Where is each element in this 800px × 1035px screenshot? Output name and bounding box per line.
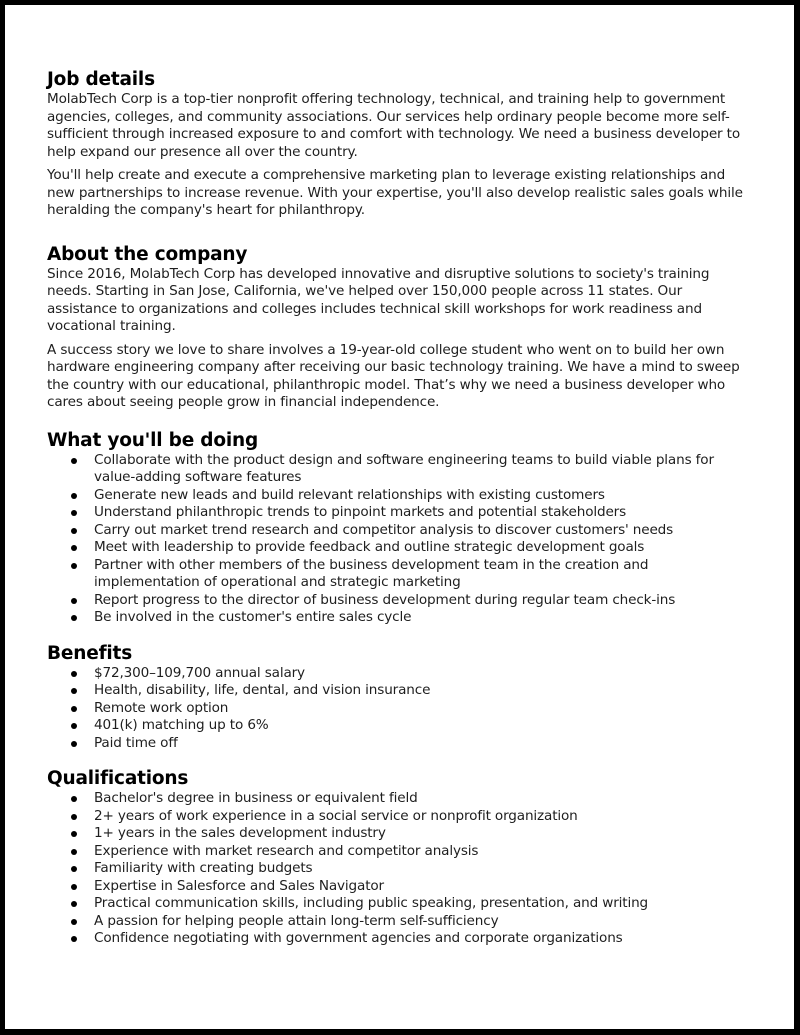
bullet-icon — [71, 528, 77, 534]
list-item — [47, 592, 754, 610]
bullet-icon — [71, 723, 77, 729]
list-item — [47, 825, 754, 843]
list-item — [47, 504, 754, 522]
paragraph: Since 2016, MolabTech Corp has developed innovative and disruptive solutions to society's training needs. Starting in San Jose, California, we've helped over 150,000 people across 11 states. Our assistance to organizations and colleges includes technical skill workshops for work readiness and vocational training. — [47, 265, 710, 334]
bullet-icon — [71, 510, 77, 516]
bullet-list — [47, 452, 754, 627]
list-item-text: Health, disability, life, dental, and vision insurance — [94, 682, 431, 698]
list-item — [47, 860, 754, 878]
list-item — [47, 700, 754, 718]
list-item-text: Paid time off — [94, 734, 178, 751]
list-item — [47, 665, 754, 683]
list-item-text: Experience with market research and competitor analysis — [94, 842, 479, 859]
list-item — [47, 682, 754, 700]
section-heading: Benefits — [47, 642, 133, 664]
bullet-icon — [71, 796, 77, 802]
paragraph: A success story we love to share involves a 19-year-old college student who went on to build her own hardware engineering company after receiving our basic technology training. We have a mind to sweep the country with our educational, philanthropic model. That’s why we need a business developer who cares about seeing people grow in financial independence. — [47, 341, 740, 410]
list-item — [47, 735, 754, 753]
bullet-icon — [71, 936, 77, 942]
bullet-icon — [71, 671, 77, 677]
list-item-text: Meet with leadership to provide feedback and outline strategic development goals — [94, 539, 645, 555]
bullet-icon — [71, 831, 77, 837]
document-page — [5, 5, 794, 1029]
section-responsibilities — [47, 430, 754, 627]
section-heading: About the company — [47, 243, 248, 265]
list-item — [47, 717, 754, 735]
bullet-icon — [71, 741, 77, 747]
bullet-icon — [71, 545, 77, 551]
bullet-list — [47, 665, 754, 753]
bullet-icon — [71, 919, 77, 925]
bullet-icon — [71, 814, 77, 820]
section-heading: What you'll be doing — [47, 429, 259, 451]
list-item — [47, 452, 754, 487]
list-item — [47, 609, 754, 627]
bullet-list — [47, 790, 754, 948]
list-item-text: Remote work option — [94, 699, 229, 716]
list-item — [47, 522, 754, 540]
list-item-text: Bachelor's degree in business or equivalent field — [94, 790, 418, 806]
section-heading: Qualifications — [47, 768, 189, 789]
section-job-details — [47, 69, 754, 220]
list-item-text: Generate new leads and build relevant relationships with existing customers — [94, 486, 605, 503]
list-item-text: Carry out market trend research and competitor analysis to discover customers' needs — [94, 521, 674, 538]
bullet-icon — [71, 688, 77, 694]
bullet-icon — [71, 598, 77, 604]
list-item-text: Collaborate with the product design and software engineering teams to build viable plans for value-adding software features — [94, 451, 714, 485]
list-item-text: Report progress to the director of business development during regular team check-ins — [94, 591, 676, 608]
list-item-text: A passion for helping people attain long-term self-sufficiency — [94, 912, 499, 929]
list-item — [47, 878, 754, 896]
bullet-icon — [71, 615, 77, 621]
list-item-text: Be involved in the customer's entire sales cycle — [94, 609, 412, 625]
bullet-icon — [71, 563, 77, 569]
list-item-text: 401(k) matching up to 6% — [94, 717, 269, 733]
paragraph: MolabTech Corp is a top-tier nonprofit offering technology, technical, and training help to government agencies, colleges, and community associations. Our services help ordinary people become more self-sufficient through increased exposure to and comfort with technology. We need a business developer to help expand our presence all over the country. — [47, 91, 741, 160]
list-item-text: $72,300–109,700 annual salary — [94, 664, 305, 681]
section-about-company — [47, 244, 754, 412]
bullet-icon — [71, 458, 77, 464]
list-item-text: Understand philanthropic trends to pinpoint markets and potential stakeholders — [94, 504, 627, 520]
list-item — [47, 913, 754, 931]
list-item — [47, 487, 754, 505]
bullet-icon — [71, 901, 77, 907]
list-item-text: Expertise in Salesforce and Sales Navigator — [94, 877, 384, 894]
list-item — [47, 895, 754, 913]
list-item — [47, 808, 754, 826]
list-item-text: Confidence negotiating with government agencies and corporate organizations — [94, 930, 623, 946]
bullet-icon — [71, 849, 77, 855]
section-benefits — [47, 643, 754, 753]
list-item — [47, 539, 754, 557]
paragraph: You'll help create and execute a comprehensive marketing plan to leverage existing relationships and new partnerships to increase revenue. With your expertise, you'll also develop realistic sales goals while heralding the company's heart for philanthropy. — [47, 167, 743, 218]
list-item-text: 2+ years of work experience in a social service or nonprofit organization — [94, 807, 578, 824]
bullet-icon — [71, 884, 77, 890]
list-item — [47, 557, 754, 592]
list-item — [47, 790, 754, 808]
bullet-icon — [71, 493, 77, 499]
bullet-icon — [71, 866, 77, 872]
section-qualifications — [47, 768, 754, 948]
list-item — [47, 930, 754, 948]
list-item-text: Practical communication skills, including public speaking, presentation, and writing — [94, 895, 649, 911]
list-item-text: Partner with other members of the business development team in the creation and implementation of operational and strategic marketing — [94, 556, 649, 590]
list-item-text: 1+ years in the sales development industry — [94, 825, 386, 841]
list-item-text: Familiarity with creating budgets — [94, 860, 313, 876]
list-item — [47, 843, 754, 861]
bullet-icon — [71, 706, 77, 712]
section-heading: Job details — [47, 69, 155, 90]
